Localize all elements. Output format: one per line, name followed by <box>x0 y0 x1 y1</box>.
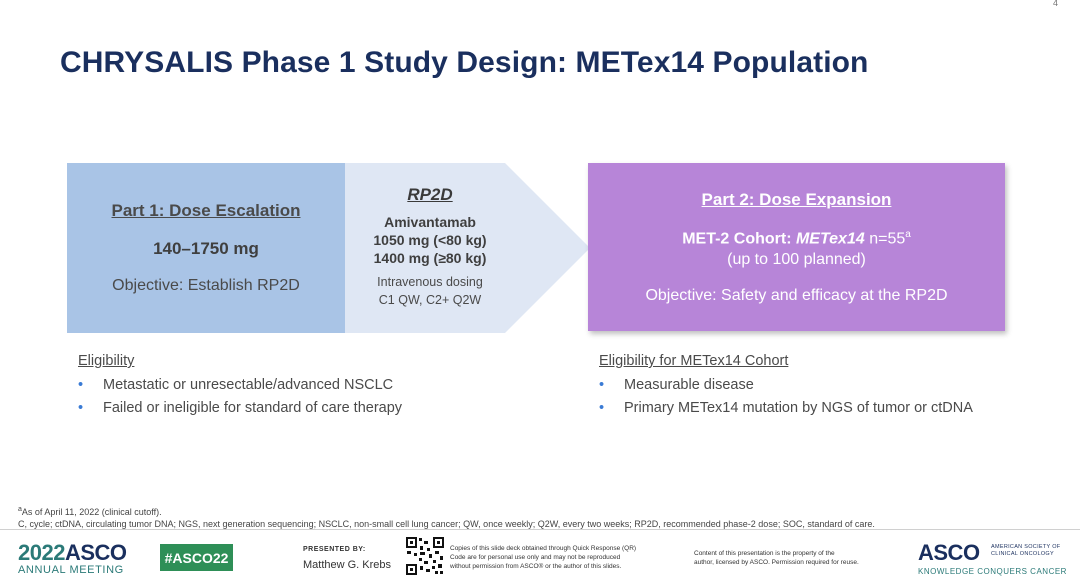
eligibility-left <box>78 353 402 420</box>
footnote-mark: a <box>18 506 22 513</box>
part1-dose-escalation-box <box>67 163 345 333</box>
part1-heading: Part 1: Dose Escalation <box>111 201 301 220</box>
presenter-name: Matthew G. Krebs <box>303 559 392 571</box>
qr-disclaimer-line: Copies of this slide deck obtained through Quick Response (QR) <box>450 545 637 552</box>
list-item: • Failed or ineligible for standard of care therapy <box>78 397 402 420</box>
part2-objective: Objective: Safety and efficacy at the RP2D <box>645 287 948 305</box>
eligibility-left-list <box>78 374 402 420</box>
presenter-block <box>303 546 391 571</box>
qr-code-icon[interactable] <box>405 536 445 576</box>
part1-dose-range: 140–1750 mg <box>153 239 259 258</box>
qr-disclaimer-line: without permission from ASCO® or the author of this slides. <box>450 563 622 570</box>
content-disclaimer-line: author, licensed by ASCO. Permission required for reuse. <box>694 559 859 566</box>
footnote-abbreviations: C, cycle; ctDNA, circulating tumor DNA; NGS, next generation sequencing; NSCLC, non-small cell lung cancer; QW, once weekly; Q2W, every two weeks; RP2D, recommended phase-2 dose; SOC, standard of care. <box>18 519 875 529</box>
rp2d-schedule: C1 QW, C2+ Q2W <box>378 293 482 307</box>
footnote-cutoff <box>18 504 875 518</box>
rp2d-dose-low: 1050 mg (<80 kg) <box>373 232 487 248</box>
part2-cohort-footnote-mark: a <box>905 229 911 240</box>
qr-disclaimer <box>450 544 636 571</box>
part2-cohort-n: n=55 <box>864 230 906 248</box>
asco-society-line: AMERICAN SOCIETY OF <box>991 544 1061 550</box>
meeting-year: 2022 <box>18 540 65 565</box>
content-disclaimer-line: Content of this presentation is the property of the <box>694 550 835 557</box>
rp2d-dose-high: 1400 mg (≥80 kg) <box>373 250 487 266</box>
list-item: • Metastatic or unresectable/advanced NSCLC <box>78 374 402 397</box>
part2-cohort <box>682 224 911 249</box>
meeting-org: ASCO <box>64 540 127 565</box>
eligibility-right-title: Eligibility for METex14 Cohort <box>599 353 789 369</box>
part2-planned: (up to 100 planned) <box>727 251 866 269</box>
footer-divider <box>0 529 1080 530</box>
part2-dose-expansion-box <box>588 163 1005 331</box>
footnote-cutoff-text: As of April 11, 2022 (clinical cutoff). <box>21 507 162 517</box>
asco-tagline: KNOWLEDGE CONQUERS CANCER <box>918 567 1067 576</box>
list-item: • Measurable disease <box>599 374 973 397</box>
list-item: • Primary METex14 mutation by NGS of tumor or ctDNA <box>599 397 973 420</box>
hashtag-badge: #ASCO22 <box>160 544 233 571</box>
asco-society-name <box>991 544 1071 558</box>
part1-objective: Objective: Establish RP2D <box>112 277 300 294</box>
rp2d-panel <box>345 185 515 309</box>
rp2d-route: Intravenous dosing <box>377 275 483 289</box>
content-disclaimer <box>694 549 859 567</box>
rp2d-drug: Amivantamab <box>384 214 476 230</box>
presented-by-label: PRESENTED BY: <box>303 546 366 553</box>
slide-number: 4 <box>1052 0 1058 8</box>
eligibility-right <box>599 353 973 420</box>
slide-title: CHRYSALIS Phase 1 Study Design: METex14 Population <box>60 46 869 79</box>
asco-annual-meeting-logo <box>18 540 127 576</box>
eligibility-right-list <box>599 374 973 420</box>
asco-logo <box>918 540 1067 576</box>
qr-disclaimer-line: Code are for personal use only and may not be reproduced <box>450 554 621 561</box>
eligibility-left-title: Eligibility <box>78 353 135 369</box>
meeting-label: ANNUAL MEETING <box>18 564 124 576</box>
part2-cohort-prefix: MET-2 Cohort: <box>682 230 796 248</box>
rp2d-heading: RP2D <box>407 185 453 204</box>
footnotes <box>18 504 875 530</box>
part2-heading: Part 2: Dose Expansion <box>701 190 892 209</box>
part2-cohort-mutation: METex14 <box>795 230 865 248</box>
asco-society-line: CLINICAL ONCOLOGY <box>991 551 1054 557</box>
asco-wordmark: ASCO <box>918 540 980 565</box>
